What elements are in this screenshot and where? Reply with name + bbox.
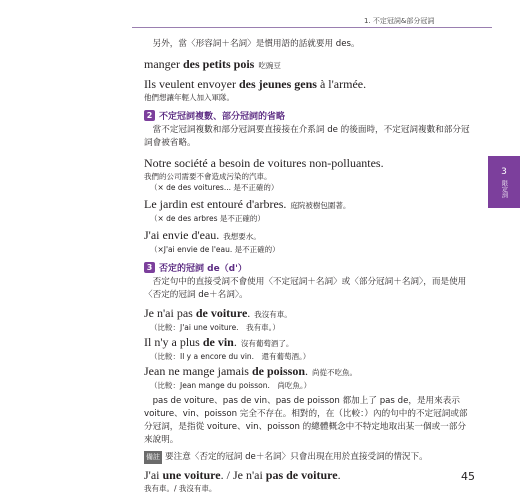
example-text: . xyxy=(337,468,341,482)
example-text: . xyxy=(233,335,237,349)
note-text: 要注意〈否定的冠詞 de＋名詞〉只會出現在用於直接受詞的情況下。 xyxy=(165,452,428,462)
example-line xyxy=(144,57,474,73)
example-line xyxy=(144,306,474,322)
example-text: Le jardin est entouré d'arbres. xyxy=(144,197,287,211)
example-translation: 我們的公司需要不會造成污染的汽車。 xyxy=(144,172,272,181)
example-line xyxy=(144,228,474,244)
example-comparison: （比較：Jean mange du poisson. 尚吃魚。） xyxy=(150,381,312,390)
example-line: Notre société a besoin de voitures non-polluantes. xyxy=(144,156,384,170)
example-note: （× de des voitures... 是不正確的） xyxy=(150,183,279,192)
example-text: . xyxy=(247,306,251,320)
section-heading xyxy=(144,261,474,274)
example-bold: pas de voiture xyxy=(265,468,338,482)
example-bold: une voiture xyxy=(162,468,221,482)
example-translation: 我有車。/ 我沒有車。 xyxy=(144,484,217,493)
example-comparison: （比較：Il y a encore du vin. 還有葡萄酒。） xyxy=(150,352,311,361)
example-bold: de vin xyxy=(202,335,234,349)
example-text: à l'armée. xyxy=(316,77,367,91)
example-text: . / Je n'ai xyxy=(220,468,266,482)
example-line xyxy=(144,364,474,380)
example-text: Il n'y a plus xyxy=(144,335,203,349)
header-rule xyxy=(132,27,492,28)
example-translation: 吃豌豆 xyxy=(258,61,281,70)
example-text: J'ai xyxy=(144,468,163,482)
example-bold: des jeunes gens xyxy=(238,77,317,91)
example-bold: de poisson xyxy=(251,364,305,378)
example-bold: de voiture xyxy=(195,306,248,320)
example-line xyxy=(144,197,474,213)
section-badge: 2 xyxy=(144,110,155,121)
example-text: J'ai envie d'eau. xyxy=(144,228,220,242)
explanation-paragraph: pas de voiture、pas de vin、pas de poisson 都加上了 pas de，是用來表示 voiture、vin、poisson 完全不存在。相對的，在（比較：）內的句中的不定冠詞或部分冠詞，是指從 voiture、vin、poisson 的總體概念中不特定地取出某一個或一部分來說明。 xyxy=(144,396,468,445)
page-content xyxy=(144,38,474,494)
example-line xyxy=(144,77,474,92)
chapter-tab xyxy=(488,156,520,208)
example-bold: des petits pois xyxy=(182,57,255,71)
page-number: 45 xyxy=(461,470,475,483)
example-text: Je n'ai pas xyxy=(144,306,196,320)
example-note: （× de des arbres 是不正確的） xyxy=(150,214,265,223)
example-translation: 我想要水。 xyxy=(223,232,261,241)
note-label: 備註 xyxy=(144,451,162,464)
section-paragraph: 當不定冠詞複數和部分冠詞要直接接在介系詞 de 的後面時，不定冠詞複數和部分冠詞會被省略。 xyxy=(144,125,470,148)
example-text: Ils veulent envoyer xyxy=(144,77,239,91)
intro-text: 另外，當〈形容詞＋名詞〉是慣用語的話就要用 des。 xyxy=(152,39,360,49)
example-note: （×J'ai envie de l'eau. 是不正確的） xyxy=(150,245,280,254)
note-line xyxy=(144,451,474,464)
example-translation: 沒有葡萄酒了。 xyxy=(240,339,294,348)
section-paragraph: 否定句中的直接受詞不會使用〈不定冠詞＋名詞〉或〈部分冠詞＋名詞〉，而是使用〈否定的冠詞 de＋名詞〉。 xyxy=(144,277,467,300)
section-heading xyxy=(144,109,474,122)
example-translation: 尚從不吃魚。 xyxy=(312,368,357,377)
example-text: . xyxy=(305,364,308,378)
example-translation: 庭院被樹包圍著。 xyxy=(290,201,351,210)
chapter-label: 限定詞 xyxy=(500,179,508,198)
example-line xyxy=(144,468,474,483)
example-comparison: （比較：J'ai une voiture. 我有車。） xyxy=(150,323,280,332)
example-line xyxy=(144,335,474,351)
section-title: 不定冠詞複數、部分冠詞的省略 xyxy=(159,112,286,122)
section-title: 否定的冠詞 de（d'） xyxy=(159,264,247,274)
example-translation: 我沒有車。 xyxy=(254,310,292,319)
example-translation: 他們想讓年輕人加入軍隊。 xyxy=(144,93,234,102)
example-text: manger xyxy=(144,57,183,71)
running-header: 1. 不定冠詞&部分冠詞 xyxy=(364,17,435,25)
example-text: Jean ne mange jamais xyxy=(144,364,252,378)
section-badge: 3 xyxy=(144,262,155,273)
chapter-number: 3 xyxy=(501,166,507,177)
